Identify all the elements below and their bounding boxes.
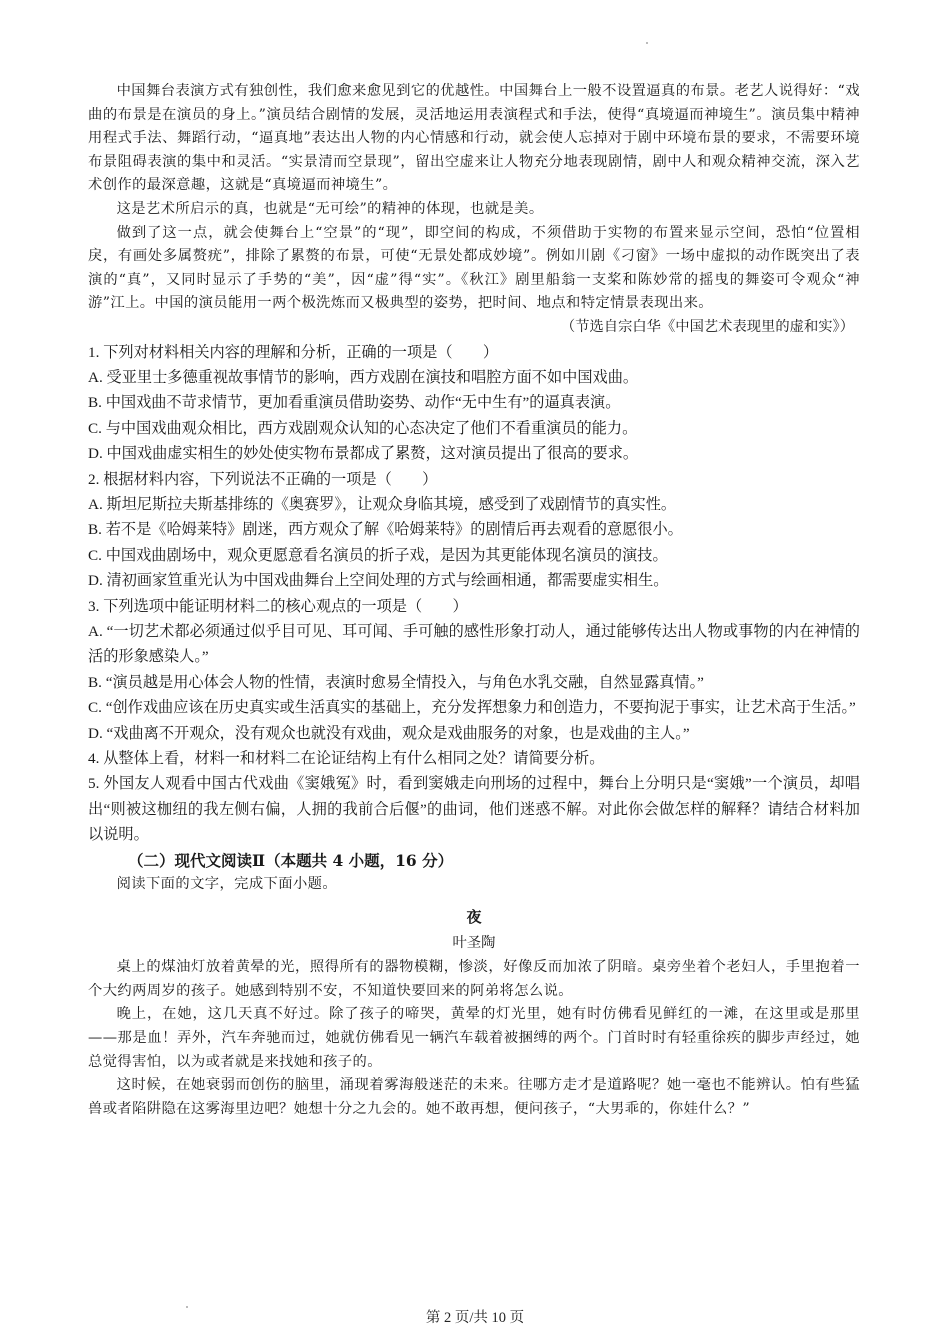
passage-paragraph: 做到了这一点，就会使舞台上“空景”的“现”，即空间的构成，不须借助于实物的布置来显示空间，恐怕“位置相戾，有画处多属赘疣”，排除了累赘的布景，可使“无景处都成妙境”。例如川剧《刁窗》一场中虚拟的动作既突出了表演的“真”，又同时显示了手势的“美”，因“虚”得“实”。《秋江》剧里船翁一支桨和陈妙常的摇曳的舞姿可令观众“神游”江上。中国的演员能用一两个极洗炼而又极典型的姿势，把时间、地点和特定情景表现出来。 xyxy=(88,224,860,312)
material-two-passage xyxy=(88,80,860,340)
article-paragraph: 晚上，在她，这几天真不好过。除了孩子的啼哭，黄晕的灯光里，她有时仿佛看见鲜红的一滩，在这里或是那里——那是血！弄外，汽车奔驰而过，她就仿佛看见一辆汽车载着被捆缚的两个。门首时时有轻重徐疾的脚步声经过，她总觉得害怕，以为或者就是来找她和孩子的。 xyxy=(88,1006,860,1070)
option-c: C. “创作戏曲应该在历史真实或生活真实的基础上，充分发挥想象力和创造力，不要拘泥于事实，让艺术高于生活。” xyxy=(88,699,856,717)
passage-paragraph: 中国舞台表演方式有独创性，我们愈来愈见到它的优越性。中国舞台上一般不设置逼真的布景。老艺人说得好：“戏曲的布景是在演员的身上。”演员结合剧情的发展，灵活地运用表演程式和手法，使得“真境逼而神境生”。演员集中精神用程式手法、舞蹈行动，“逼真地”表达出人物的内心情感和行动，就会使人忘掉对于剧中环境布景的要求，不需要环境布景阻碍表演的集中和灵活。“实景清而空景现”，留出空虚来让人物充分地表现剧情，剧中人和观众精神交流，深入艺术创作的最深意趣，这就是“真境逼而神境生”。 xyxy=(88,83,860,194)
option-b: B. “演员越是用心体会人物的性情，表演时愈易全情投入，与角色水乳交融，自然显露真情。” xyxy=(88,673,704,691)
option-a: A. 斯坦尼斯拉夫斯基排练的《奥赛罗》，让观众身临其境，感受到了戏剧情节的真实性。 xyxy=(88,495,677,513)
option-c: C. 与中国戏曲观众相比，西方戏剧观众认知的心态决定了他们不看重演员的能力。 xyxy=(88,419,638,437)
option-d: D. 中国戏曲虚实相生的妙处使实物布景都成了累赘，这对演员提出了很高的要求。 xyxy=(88,445,639,463)
question-3 xyxy=(88,594,860,746)
section-heading: （二）现代文阅读Ⅱ（本题共 4 小题，16 分） xyxy=(128,850,454,870)
page-content xyxy=(88,80,860,1121)
question-2 xyxy=(88,467,860,594)
option-c: C. 中国戏曲剧场中，观众更愿意看名演员的折子戏，是因为其更能体现名演员的演技。 xyxy=(88,546,668,564)
section-instruction: 阅读下面的文字，完成下面小题。 xyxy=(116,875,338,892)
page-number: 第 2 页/共 10 页 xyxy=(425,1310,525,1326)
article-title: 夜 xyxy=(466,908,482,927)
question-stem: 3. 下列选项中能证明材料二的核心观点的一项是（ ） xyxy=(88,597,468,615)
question-1 xyxy=(88,340,860,467)
article-body xyxy=(88,956,860,1121)
article-paragraph: 桌上的煤油灯放着黄晕的光，照得所有的器物模糊，惨淡，好像反而加浓了阴暗。桌旁坐着个老妇人，手里抱着一个大约两周岁的孩子。她感到特别不安，不知道快要回来的阿弟将怎么说。 xyxy=(88,959,860,999)
option-d: D. “戏曲离不开观众，没有观众也就没有戏曲，观众是戏曲服务的对象，也是戏曲的主人。” xyxy=(88,724,690,742)
passage-paragraph: 这是艺术所启示的真，也就是“无可绘”的精神的体现，也就是美。 xyxy=(116,200,544,217)
scan-dot xyxy=(646,42,648,44)
option-b: B. 若不是《哈姆莱特》剧迷，西方观众了解《哈姆莱特》的剧情后再去观看的意愿很小。 xyxy=(88,521,683,539)
question-stem: 1. 下列对材料相关内容的理解和分析，正确的一项是（ ） xyxy=(88,343,499,361)
option-a: A. “一切艺术都必须通过似乎目可见、耳可闻、手可触的感性形象打动人，通过能够传达出人物或事物的内在神情的活的形象感染人。” xyxy=(88,623,860,666)
passage-source: （节选自宗白华《中国艺术表现里的虚和实》） xyxy=(560,318,854,335)
question-stem: 2. 根据材料内容，下列说法不正确的一项是（ ） xyxy=(88,470,438,488)
option-a: A. 受亚里士多德重视故事情节的影响，西方戏剧在演技和唱腔方面不如中国戏曲。 xyxy=(88,368,639,386)
option-d: D. 清初画家笪重光认为中国戏曲舞台上空间处理的方式与绘画相通，都需要虚实相生。 xyxy=(88,572,669,590)
article-author: 叶圣陶 xyxy=(452,935,496,952)
question-4: 4. 从整体上看，材料一和材料二在论证结构上有什么相同之处？请简要分析。 xyxy=(88,750,605,768)
article-paragraph: 这时候，在她衰弱而创伤的脑里，涌现着雾海般迷茫的未来。往哪方走才是道路呢？她一毫也不能辨认。怕有些猛兽或者陷阱隐在这雾海里边吧？她想十分之九会的。她不敢再想，便问孩子，“大男乖的，你娃什么？” xyxy=(88,1077,860,1117)
question-5: 5. 外国友人观看中国古代戏曲《窦娥冤》时，看到窦娥走向刑场的过程中，舞台上分明只是“窦娥”一个演员，却唱出“则被这枷纽的我左侧右偏，人拥的我前合后偃”的曲词，他们迷惑不解。对此你会做怎样的解释？请结合材料加以说明。 xyxy=(88,775,860,844)
option-b: B. 中国戏曲不苛求情节，更加看重演员借助姿势、动作“无中生有”的逼真表演。 xyxy=(88,394,621,412)
